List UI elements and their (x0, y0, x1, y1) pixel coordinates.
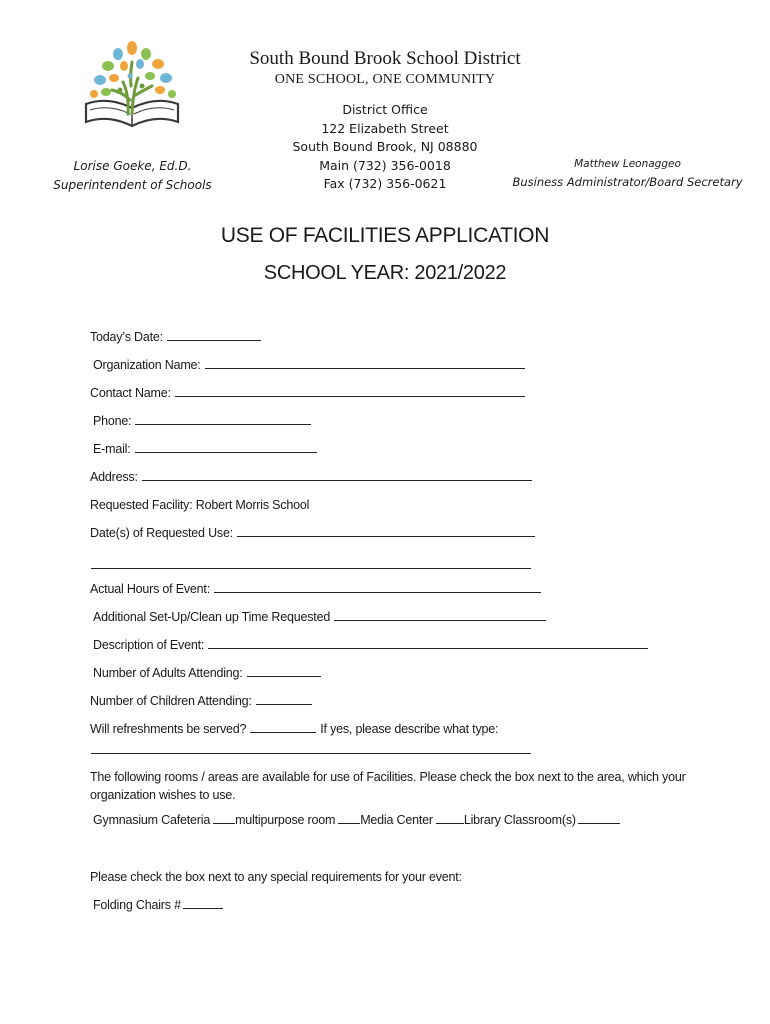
phone-field[interactable] (93, 414, 311, 428)
special-requirements-intro (90, 870, 462, 884)
district-office-address (275, 101, 495, 194)
dates-requested-label: Date(s) of Requested Use: (90, 526, 233, 540)
requested-facility-label: Requested Facility: Robert Morris School (90, 498, 310, 512)
num-children-label: Number of Children Attending: (90, 694, 252, 708)
school-year: SCHOOL YEAR: 2021/2022 (263, 262, 507, 284)
refreshments-type-line[interactable] (91, 753, 531, 754)
num-adults-label: Number of Adults Attending: (93, 666, 243, 680)
email-label: E-mail: (93, 442, 131, 456)
email-field[interactable] (93, 442, 317, 456)
dates-requested-field[interactable] (90, 526, 535, 540)
contact-name-field[interactable] (90, 386, 525, 400)
office-line: District Office (342, 102, 428, 117)
description-field[interactable] (93, 638, 648, 652)
address-label: Address: (90, 470, 138, 484)
num-adults-field[interactable] (93, 666, 321, 680)
room-library-classrooms: Library Classroom(s) (463, 813, 576, 827)
room-media-center: Media Center (360, 813, 433, 827)
office-line: Fax (732) 356-0621 (323, 176, 447, 191)
folding-chairs-label: Folding Chairs # (93, 898, 181, 912)
room-multipurpose-check[interactable] (338, 822, 360, 824)
rooms-checklist (93, 813, 620, 827)
room-multipurpose: multipurpose room (235, 813, 336, 827)
refreshments-label: Will refreshments be served? (90, 722, 247, 736)
rooms-intro: The following rooms / areas are available for use of Facilities. Please check the box next to the area, which your organization wishes to use. (90, 770, 686, 802)
room-gym-cafeteria-check[interactable] (213, 822, 235, 824)
administrator-name: Matthew Leonaggeo (574, 158, 681, 170)
room-gym-cafeteria: Gymnasium Cafeteria (93, 813, 211, 827)
setup-time-label: Additional Set-Up/Clean up Time Requested (93, 610, 331, 624)
todays-date-field[interactable] (90, 330, 261, 344)
district-name: South Bound Brook School District (249, 48, 521, 69)
superintendent-block (40, 157, 225, 195)
office-line: 122 Elizabeth Street (321, 120, 449, 136)
superintendent-name: Lorise Goeke, Ed.D. (73, 159, 192, 173)
room-media-center-check[interactable] (436, 822, 464, 824)
contact-name-label: Contact Name: (90, 386, 171, 400)
superintendent-title: Superintendent of Schools (53, 178, 212, 192)
district-logo (78, 34, 186, 138)
form-title: USE OF FACILITIES APPLICATION (220, 224, 550, 247)
special-intro-text: Please check the box next to any special requirements for your event: (90, 870, 462, 884)
refreshments-type-label: If yes, please describe what type: (320, 722, 499, 736)
setup-time-field[interactable] (93, 610, 546, 624)
organization-name-label: Organization Name: (93, 358, 201, 372)
office-line: Main (732) 356-0018 (319, 157, 451, 173)
administrator-title: Business Administrator/Board Secretary (512, 175, 743, 189)
phone-label: Phone: (93, 414, 132, 428)
organization-name-field[interactable] (93, 358, 525, 372)
administrator-block (505, 155, 750, 191)
district-motto: ONE SCHOOL, ONE COMMUNITY (274, 72, 496, 87)
dates-requested-line-2[interactable] (91, 568, 531, 569)
folding-chairs-field[interactable] (93, 898, 223, 912)
refreshments-field[interactable] (90, 722, 498, 736)
room-library-classrooms-check[interactable] (578, 822, 620, 824)
actual-hours-field[interactable] (90, 582, 541, 596)
address-field[interactable] (90, 470, 532, 484)
actual-hours-label: Actual Hours of Event: (90, 582, 210, 596)
office-line: South Bound Brook, NJ 08880 (292, 139, 478, 154)
num-children-field[interactable] (90, 694, 312, 708)
requested-facility (90, 498, 309, 512)
todays-date-label: Today’s Date: (90, 330, 163, 344)
description-label: Description of Event: (93, 638, 205, 652)
